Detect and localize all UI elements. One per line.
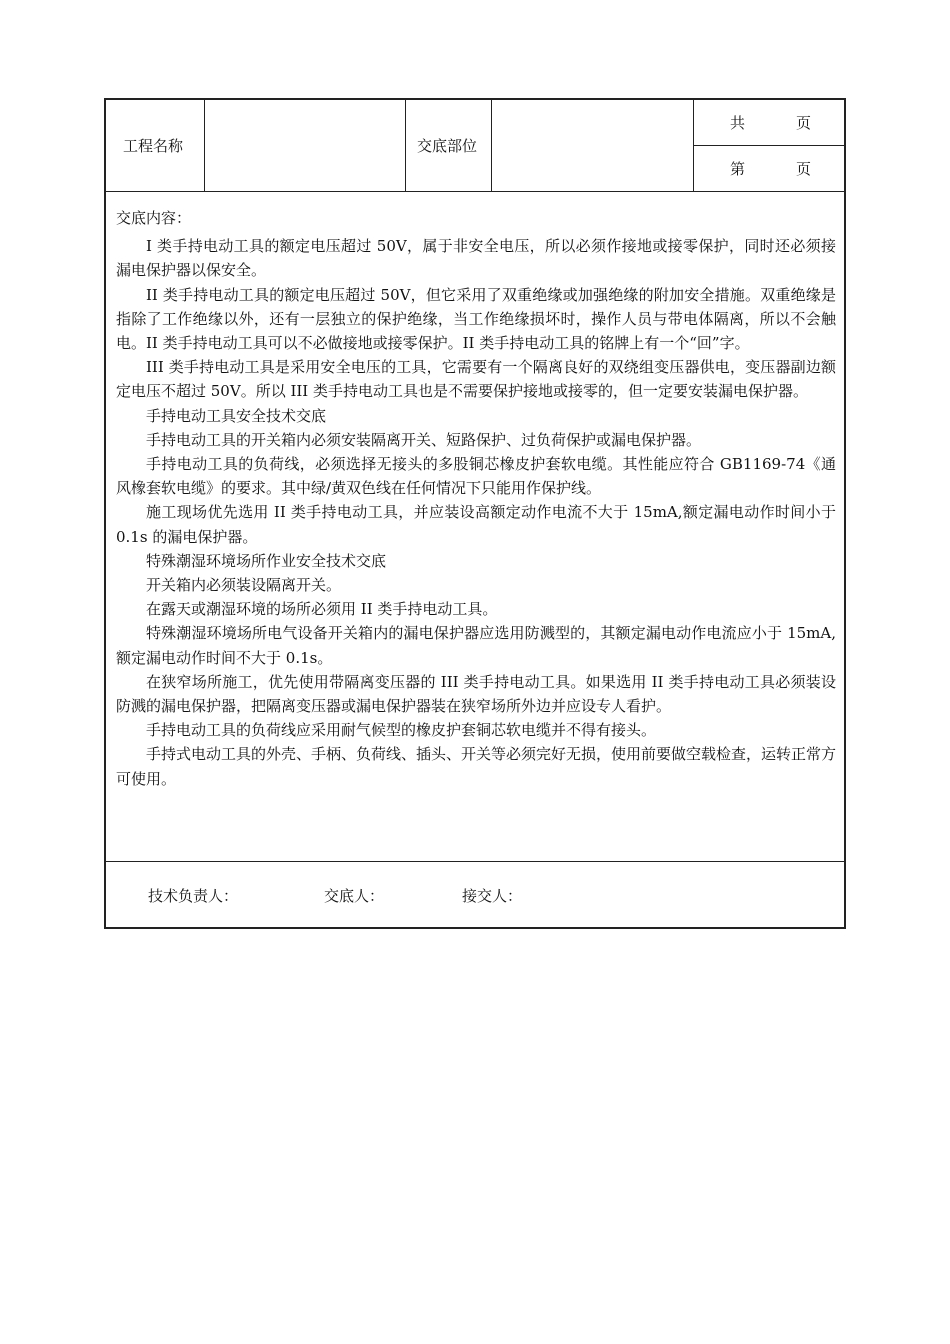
content-paragraph: 手持电动工具的负荷线，必须选择无接头的多股铜芯橡皮护套软电缆。其性能应符合 GB1169-74《通风橡套软电缆》的要求。其中绿/黄双色线在任何情况下只能用作保护线。 (116, 455, 836, 498)
content-paragraph: II 类手持电动工具的额定电压超过 50V，但它采用了双重绝缘或加强绝缘的附加安全措施。双重绝缘是指除了工作绝缘以外，还有一层独立的保护绝缘，当工作绝缘损坏时，操作人员与带电体隔离，所以不会触电。II 类手持电动工具可以不必做接地或接零保护。II 类手持电动工具的铭牌上有一个“回”字。 (116, 285, 836, 353)
divider-2 (405, 100, 406, 191)
content-paragraph: 开关箱内必须装设隔离开关。 (146, 576, 342, 595)
tech-lead-label: 技术负责人： (148, 887, 239, 905)
disclosure-form (104, 98, 846, 929)
page-no-unit: 页 (796, 160, 812, 178)
disclosure-content (116, 206, 836, 791)
content-paragraph: 在狭窄场所施工，优先使用带隔离变压器的 III 类手持电动工具。如果选用 II 类手持电动工具必须装设防溅的漏电保护器，把隔离变压器或漏电保护器装在狭窄场所外边并应设专人看护。 (116, 672, 836, 716)
page-no-label: 第 (730, 160, 746, 178)
signature-row (106, 862, 844, 929)
total-pages-label: 共 (730, 114, 746, 132)
divider-1 (204, 100, 205, 191)
presenter-label: 交底人： (324, 887, 385, 905)
content-paragraph: I 类手持电动工具的额定电压超过 50V，属于非安全电压，所以必须作接地或接零保护，同时还必须接漏电保护器以保安全。 (116, 237, 836, 280)
divider-3 (491, 100, 492, 191)
section-heading: 手持电动工具安全技术交底 (146, 406, 327, 425)
content-heading: 交底内容： (116, 209, 192, 227)
page-split-line (693, 145, 844, 146)
receiver-label: 接交人： (462, 887, 523, 905)
content-paragraph: 手持式电动工具的外壳、手柄、负荷线、插头、开关等必须完好无损，使用前要做空载检查，运转正常方可使用。 (116, 745, 837, 788)
content-paragraph: 手持电动工具的负荷线应采用耐气候型的橡皮护套铜芯软电缆并不得有接头。 (146, 721, 657, 740)
content-paragraph: 在露天或潮湿环境的场所必须用 II 类手持电动工具。 (146, 600, 498, 619)
header-bottom-line (106, 191, 844, 192)
location-label: 交底部位 (417, 137, 478, 155)
content-paragraph: 手持电动工具的开关箱内必须安装隔离开关、短路保护、过负荷保护或漏电保护器。 (146, 430, 702, 449)
content-paragraph: 特殊潮湿环境场所电气设备开关箱内的漏电保护器应选用防溅型的，其额定漏电动作电流应小于 15mA,额定漏电动作时间不大于 0.1s。 (116, 624, 836, 667)
content-paragraph: III 类手持电动工具是采用安全电压的工具，它需要有一个隔离良好的双绕组变压器供电，变压器副边额定电压不超过 50V。所以 III 类手持电动工具也是不需要保护接地或接零的，但一定要安装漏电保护器。 (116, 358, 836, 401)
project-name-label: 工程名称 (123, 137, 184, 155)
total-pages-unit: 页 (796, 114, 812, 132)
section-heading: 特殊潮湿环境场所作业安全技术交底 (146, 551, 387, 570)
content-paragraph: 施工现场优先选用 II 类手持电动工具，并应装设高额定动作电流不大于 15mA,额定漏电动作时间小于 0.1s 的漏电保护器。 (116, 503, 836, 546)
